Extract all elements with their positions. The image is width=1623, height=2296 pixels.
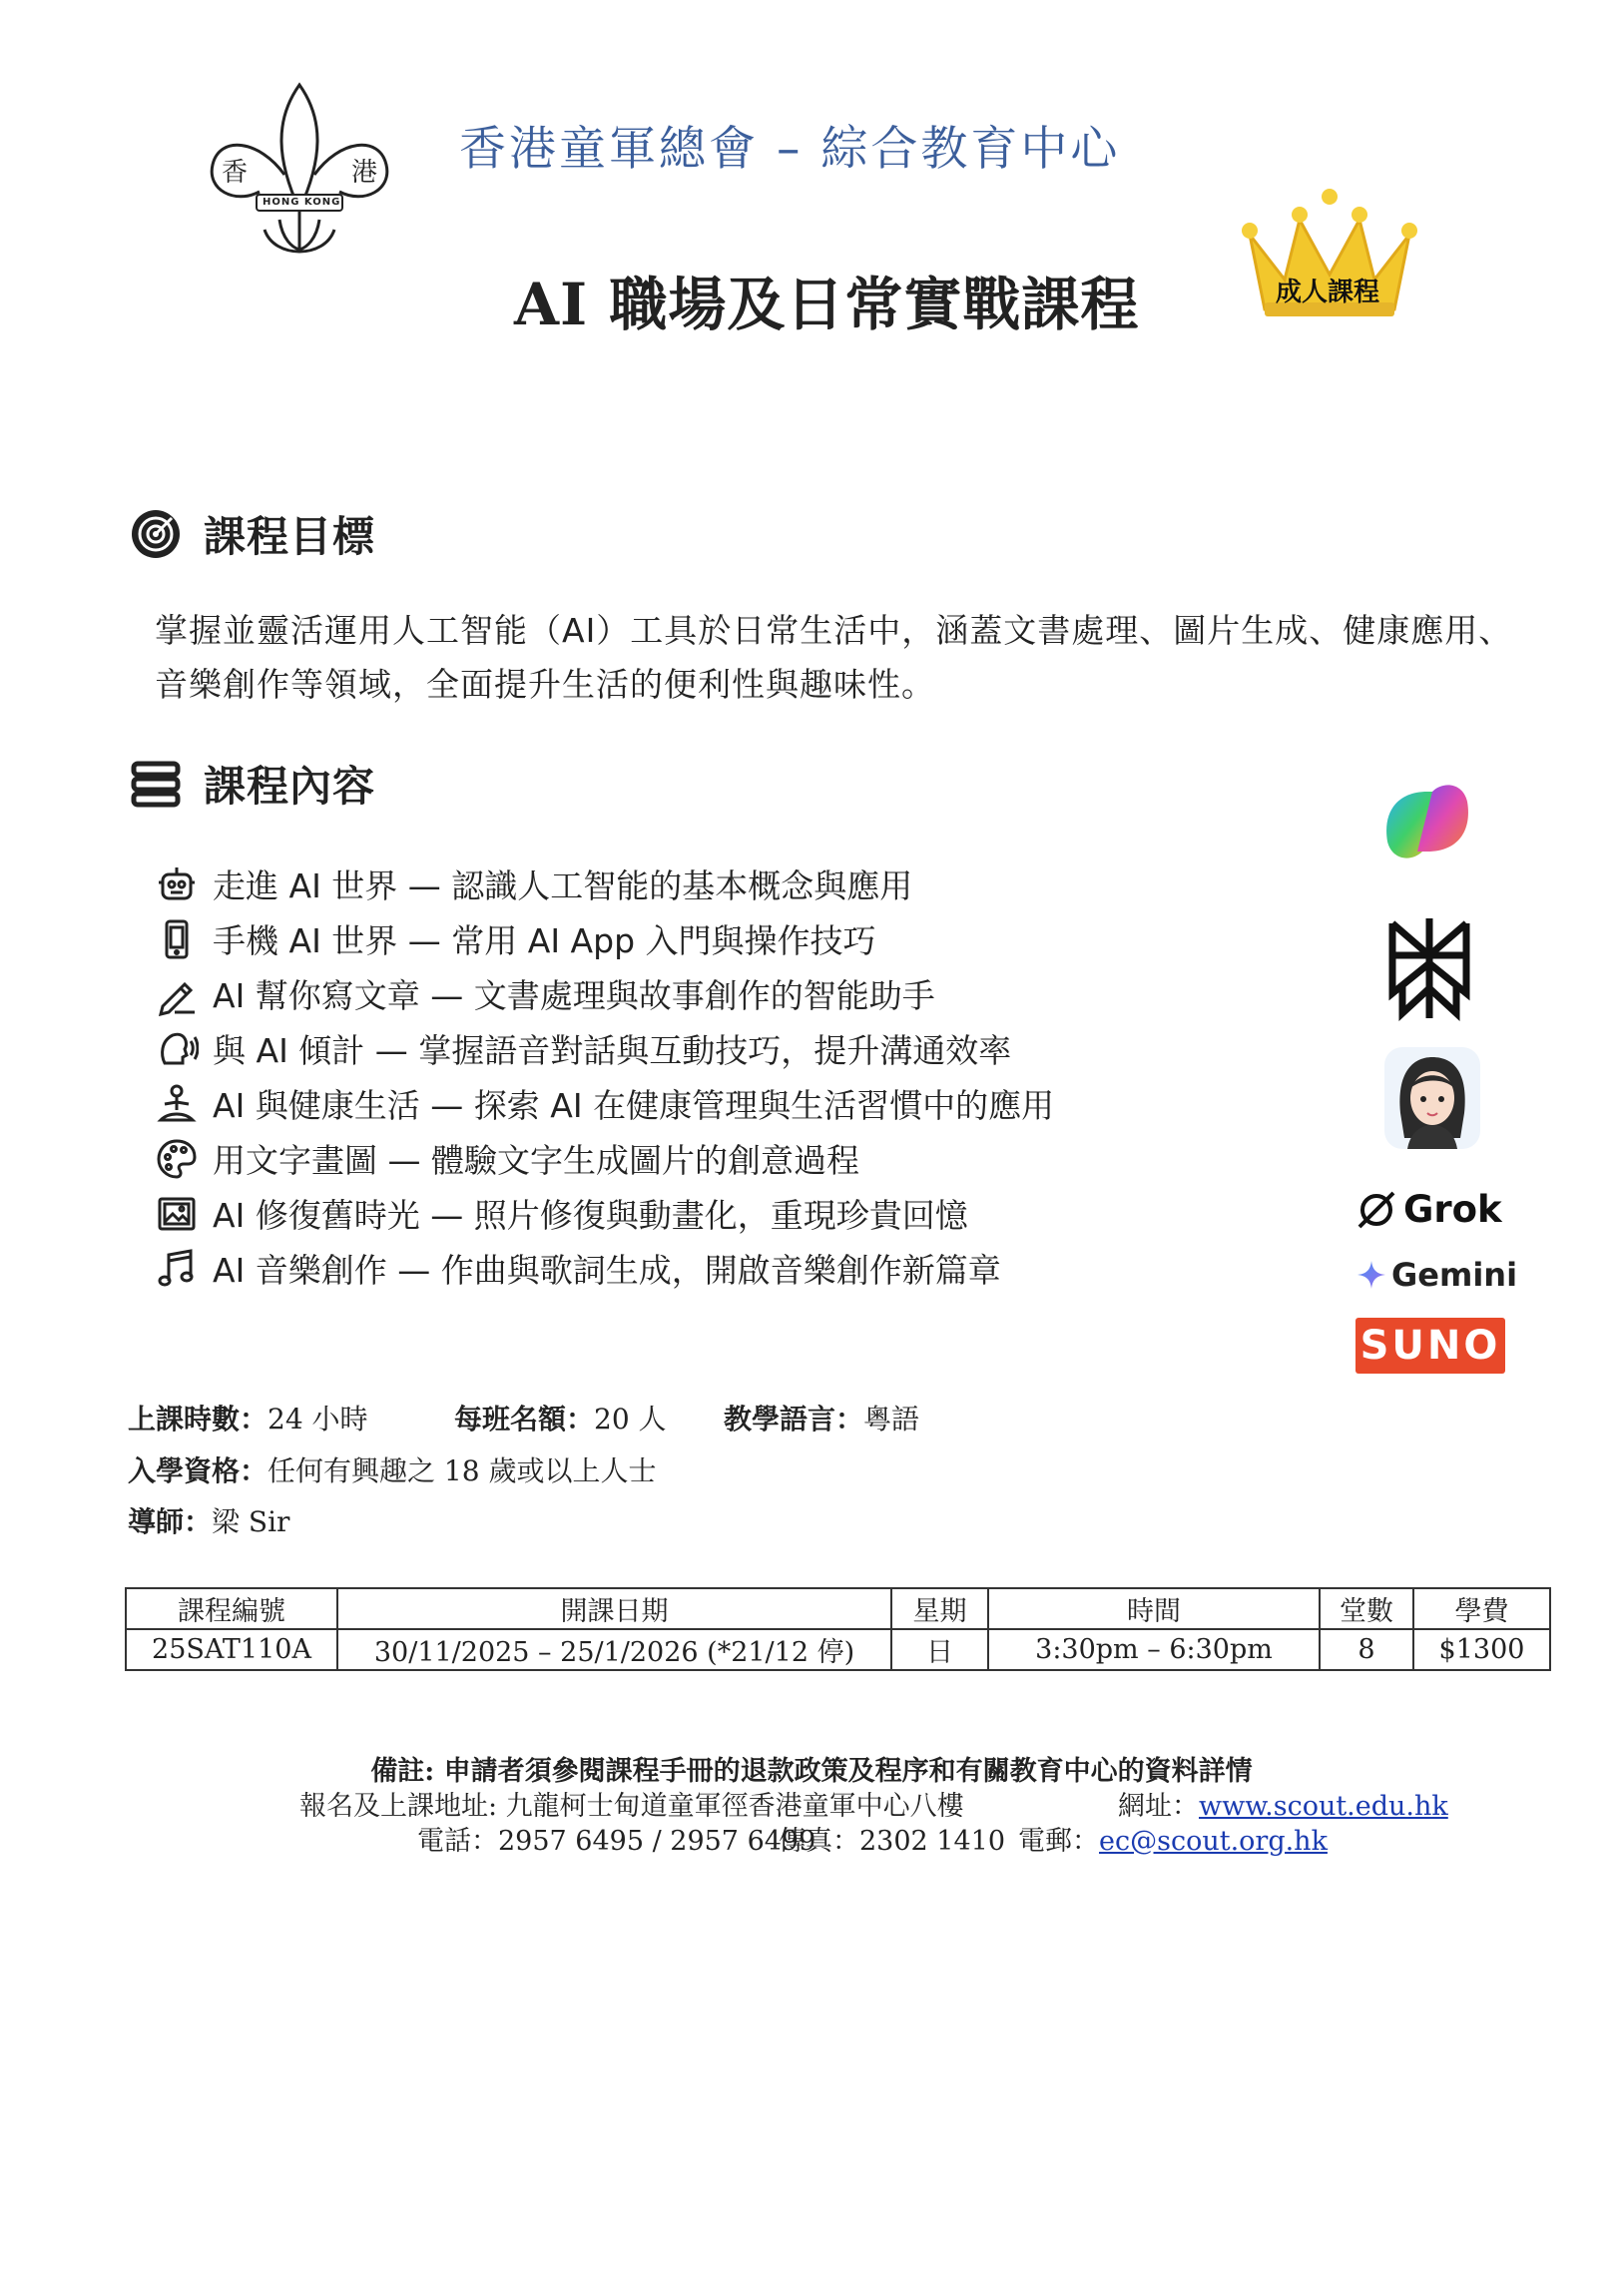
grok-logo xyxy=(1355,1188,1502,1231)
list-item xyxy=(155,911,1233,966)
org-title: 香港童軍總會 – 綜合教育中心 xyxy=(459,122,1121,177)
sessions-cell: 8 xyxy=(1320,1629,1413,1670)
website-link[interactable]: www.scout.edu.hk xyxy=(1199,1791,1448,1822)
copilot-logo-icon xyxy=(1372,767,1482,876)
item-text: AI 幫你寫文章 — 文書處理與故事創作的智能助手 xyxy=(213,976,935,1015)
photo-frame-icon xyxy=(155,1192,199,1236)
col-weekday: 星期 xyxy=(891,1588,988,1629)
music-note-icon xyxy=(155,1247,199,1291)
item-text: AI 音樂創作 — 作曲與歌詞生成，開啟音樂創作新篇章 xyxy=(213,1251,1001,1290)
robot-icon xyxy=(155,862,199,906)
quota-value: 20 人 xyxy=(594,1403,667,1435)
meditation-person-icon xyxy=(155,1082,199,1126)
gemini-label: Gemini xyxy=(1391,1256,1518,1294)
fee-cell: $1300 xyxy=(1413,1629,1550,1670)
mobile-phone-icon xyxy=(155,917,199,961)
table-header-row xyxy=(126,1588,1550,1629)
list-item xyxy=(155,966,1233,1021)
email-link[interactable]: ec@scout.org.hk xyxy=(1099,1826,1328,1857)
item-text: 用文字畫圖 — 體驗文字生成圖片的創意過程 xyxy=(213,1141,859,1180)
address: 報名及上課地址: 九龍柯士甸道童軍徑香港童軍中心八樓 xyxy=(299,1791,964,1822)
item-text: 走進 AI 世界 — 認識人工智能的基本概念與應用 xyxy=(213,866,913,905)
lang-label: 教學語言： xyxy=(724,1403,864,1435)
gemini-logo xyxy=(1355,1256,1517,1294)
eligibility-label: 入學資格： xyxy=(128,1454,269,1487)
list-item xyxy=(155,1131,1233,1186)
content-heading-text: 課程內容 xyxy=(204,762,376,811)
grok-icon xyxy=(1355,1189,1397,1231)
col-course-code: 課程編號 xyxy=(126,1588,337,1629)
list-item xyxy=(155,1241,1233,1296)
logo-char-right: 港 xyxy=(351,158,378,188)
ai-avatar-icon xyxy=(1382,1043,1482,1153)
eligibility xyxy=(128,1449,656,1489)
list-item xyxy=(155,1186,1233,1241)
course-code-cell: 25SAT110A xyxy=(126,1629,337,1670)
target-icon xyxy=(130,508,182,560)
objective-heading-text: 課程目標 xyxy=(204,512,376,561)
list-item xyxy=(155,1021,1233,1076)
col-sessions: 堂數 xyxy=(1320,1588,1413,1629)
website xyxy=(1118,1784,1448,1823)
tutor-value: 梁 Sir xyxy=(212,1505,290,1538)
email-label-text: 電郵： xyxy=(1018,1826,1099,1857)
fax: 傳真：2302 1410 xyxy=(779,1826,1006,1857)
gemini-sparkle-icon xyxy=(1355,1259,1387,1291)
website-label: 網址： xyxy=(1118,1791,1199,1822)
item-text: AI 與健康生活 — 探索 AI 在健康管理與生活習慣中的應用 xyxy=(213,1086,1055,1125)
palette-icon xyxy=(155,1137,199,1181)
item-text: 與 AI 傾計 — 掌握語音對話與互動技巧，提升溝通效率 xyxy=(213,1031,1012,1070)
table-row xyxy=(126,1629,1550,1670)
remarks: 備註: 申請者須參閱課程手冊的退款政策及程序和有關教育中心的資料詳情 xyxy=(370,1756,1253,1787)
weekday-cell: 日 xyxy=(891,1629,988,1670)
hours-value: 24 小時 xyxy=(268,1403,368,1435)
tutor-label: 導師： xyxy=(128,1505,213,1538)
logo-banner-text: HONG KONG xyxy=(263,197,341,208)
objective-description: 掌握並靈活運用人工智能（AI）工具於日常生活中，涵蓋文書處理、圖片生成、健康應用、音樂創作等領域，全面提升生活的便利性與趣味性。 xyxy=(155,611,1513,704)
list-item xyxy=(155,857,1233,911)
eligibility-value: 任何有興趣之 18 歲或以上人士 xyxy=(268,1454,657,1487)
tutor xyxy=(128,1500,289,1540)
date-range-cell: 30/11/2025 – 25/1/2026 (*21/12 停) xyxy=(337,1629,891,1670)
book-stack-icon xyxy=(130,760,182,808)
course-content-list xyxy=(155,857,1233,1296)
lang-value: 粵語 xyxy=(863,1403,920,1435)
item-text: 手機 AI 世界 — 常用 AI App 入門與操作技巧 xyxy=(213,921,876,960)
pen-writing-icon xyxy=(155,972,199,1016)
item-text: AI 修復舊時光 — 照片修復與動畫化，重現珍貴回憶 xyxy=(213,1196,968,1235)
adult-course-badge: 成人課程 xyxy=(1275,278,1379,307)
perplexity-logo-icon xyxy=(1382,913,1477,1023)
list-item xyxy=(155,1076,1233,1131)
content-heading xyxy=(130,754,375,814)
email xyxy=(1018,1819,1328,1858)
teaching-language xyxy=(724,1398,919,1437)
course-hours xyxy=(128,1398,368,1437)
col-fee: 學費 xyxy=(1413,1588,1550,1629)
time-cell: 3:30pm – 6:30pm xyxy=(988,1629,1320,1670)
schedule-table xyxy=(125,1587,1551,1671)
logo-char-left: 香 xyxy=(222,158,249,188)
class-quota xyxy=(454,1398,667,1437)
col-time: 時間 xyxy=(988,1588,1320,1629)
course-title: AI 職場及日常實戰課程 xyxy=(514,271,1140,338)
col-start-date: 開課日期 xyxy=(337,1588,891,1629)
quota-label: 每班名額： xyxy=(454,1403,595,1435)
telephone: 電話：2957 6495 / 2957 6499 xyxy=(417,1826,816,1857)
hours-label: 上課時數： xyxy=(128,1403,269,1435)
objective-heading xyxy=(130,504,375,564)
speaking-head-icon xyxy=(155,1027,199,1071)
suno-logo: SUNO xyxy=(1355,1318,1505,1374)
grok-label: Grok xyxy=(1403,1188,1502,1231)
